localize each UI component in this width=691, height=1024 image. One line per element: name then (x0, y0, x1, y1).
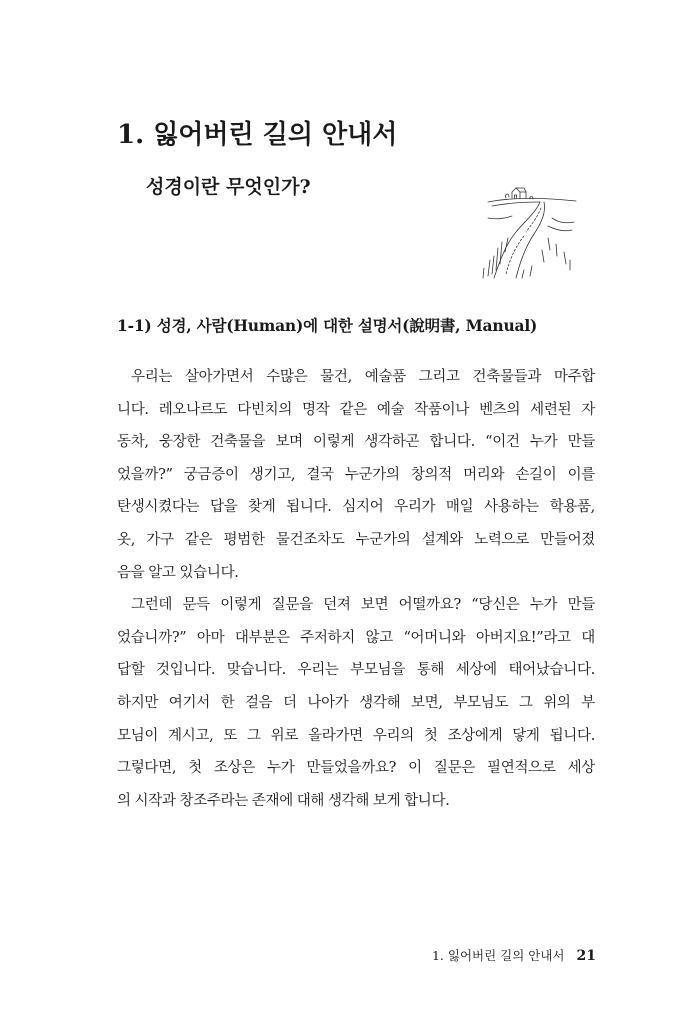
body-line: 답할 것입니다. 맞습니다. 우리는 부모님을 통해 세상에 태어났습니다. (117, 662, 595, 679)
running-title: 1. 잃어버린 길의 안내서 (431, 948, 565, 963)
page-number: 21 (576, 948, 596, 964)
winding-road-icon (478, 178, 578, 280)
body-line: 그런데 문득 이렇게 질문을 던져 보면 어떨까요? “당신은 누가 만들 (131, 597, 595, 614)
body-line: 동차, 웅장한 건축물을 보며 이렇게 생각하곤 합니다. “이건 누가 만들 (117, 434, 595, 451)
body-line: 탄생시켰다는 답을 찾게 됩니다. 심지어 우리가 매일 사용하는 학용품, (117, 499, 595, 516)
body-line: 그렇다면, 첫 조상은 누가 만들었을까요? 이 질문은 필연적으로 세상 (117, 760, 595, 777)
body-line: 옷, 가구 같은 평범한 물건조차도 누군가의 설계와 노력으로 만들어졌 (117, 531, 595, 548)
chapter-subtitle: 성경이란 무엇인가? (146, 176, 311, 198)
body-line: 우리는 살아가면서 수많은 물건, 예술품 그리고 건축물들과 마주합 (131, 369, 595, 385)
section-heading: 1-1) 성경, 사람(Human)에 대한 설명서(說明書, Manual) (117, 316, 538, 335)
body-line: 었을까?” 궁금증이 생기고, 결국 누군가의 창의적 머리와 손길이 이를 (117, 466, 595, 483)
body-line: 음을 알고 있습니다. (117, 564, 239, 581)
body-text (117, 361, 595, 817)
body-line: 하지만 여기서 한 걸음 더 나아가 생각해 보면, 부모님도 그 위의 부 (117, 694, 595, 711)
body-line: 니다. 레오나르도 다빈치의 명작 같은 예술 작품이나 벤츠의 세련된 자 (117, 401, 595, 418)
chapter-title: 1. 잃어버린 길의 안내서 (117, 120, 398, 150)
body-line: 었습니까?” 아마 대부분은 주저하지 않고 “어머니와 아버지요!”라고 대 (117, 629, 595, 646)
body-line: 모님이 계시고, 또 그 위로 올라가면 우리의 첫 조상에게 닿게 됩니다. (117, 727, 595, 744)
body-line: 의 시작과 창조주라는 존재에 대해 생각해 보게 합니다. (117, 792, 450, 809)
page-footer (432, 946, 596, 964)
